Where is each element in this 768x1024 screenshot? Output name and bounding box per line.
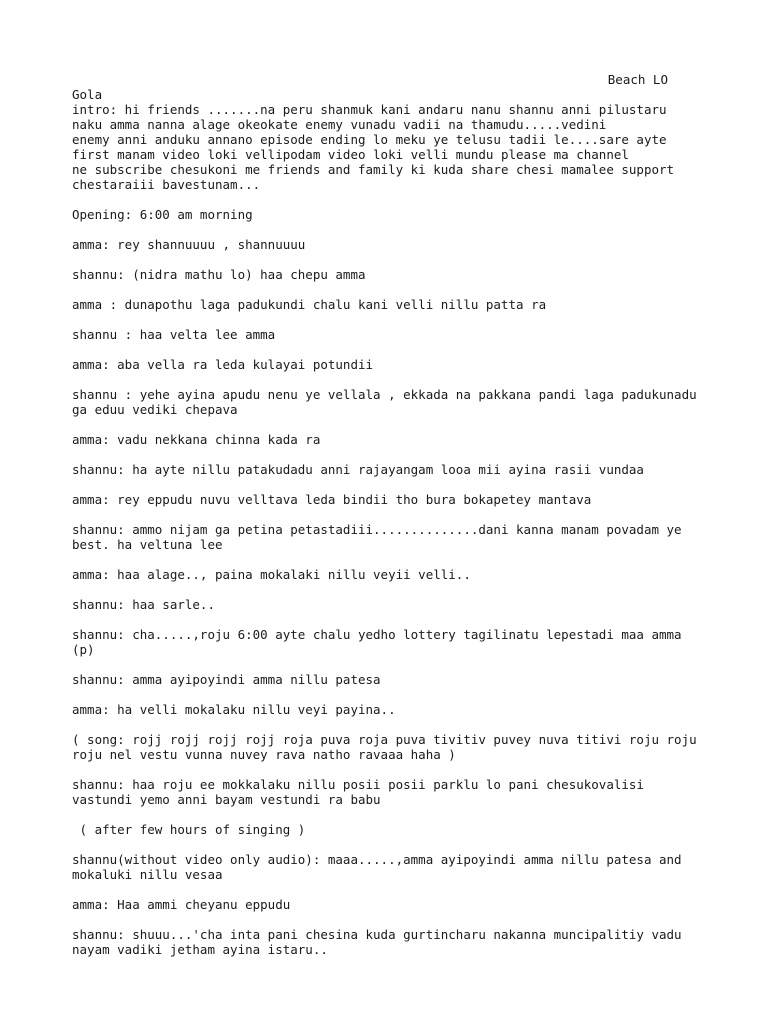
intro-block (72, 87, 712, 192)
header-line: intro: hi friends .......na peru shanmuk kani andaru nanu shannu anni pilustaru (72, 102, 667, 117)
header-line: enemy anni anduku annano episode ending lo meku ye telusu tadii le....sare ayte (72, 132, 667, 147)
paragraph: shannu: ha ayte nillu patakudadu anni rajayangam looa mii ayina rasii vundaa (72, 462, 644, 477)
paragraph: shannu: ammo nijam ga petina petastadiii..............dani kanna manam povadam ye best. ha veltuna lee (72, 522, 682, 552)
paragraph: amma: ha velli mokalaku nillu veyi payina.. (72, 702, 396, 717)
paragraph: amma: rey shannuuuu , shannuuuu (72, 237, 306, 252)
paragraph: amma: Haa ammi cheyanu eppudu (72, 897, 291, 912)
paragraph: amma : dunapothu laga padukundi chalu kani velli nillu patta ra (72, 297, 547, 312)
paragraph: ( song: rojj rojj rojj rojj roja puva roja puva tivitiv puvey nuva titivi roju roju roju nel vestu vunna nuvey rava natho ravaaa haha ) (72, 732, 697, 762)
paragraph: shannu: shuuu...'cha inta pani chesina kuda gurtincharu nakanna muncipalitiy vadu nayam vadiki jetham ayina istaru.. (72, 927, 682, 957)
paragraph: shannu: cha.....,roju 6:00 ayte chalu yedho lottery tagilinatu lepestadi maa amma (p) (72, 627, 682, 657)
dialogue-body (72, 207, 712, 957)
paragraph: Opening: 6:00 am morning (72, 207, 253, 222)
paragraph: shannu : yehe ayina apudu nenu ye vellala , ekkada na pakkana pandi laga padukunadu ga eduu vediki chepava (72, 387, 697, 417)
document-title: Beach LO (607, 72, 668, 87)
header-line: naku amma nanna alage okeokate enemy vunadu vadii na thamudu.....vedini (72, 117, 607, 132)
document-page (72, 72, 712, 972)
paragraph: amma: rey eppudu nuvu velltava leda bindii tho bura bokapetey mantava (72, 492, 592, 507)
header-line: ne subscribe chesukoni me friends and family ki kuda share chesi mamalee support (72, 162, 675, 177)
paragraph: shannu: haa roju ee mokkalaku nillu posii posii parklu lo pani chesukovalisi vastundi yemo anni bayam vestundi ra babu (72, 777, 644, 807)
paragraph: ( after few hours of singing ) (72, 822, 306, 837)
paragraph: shannu: haa sarle.. (72, 597, 215, 612)
paragraph: shannu(without video only audio): maaa.....,amma ayipoyindi amma nillu patesa and mokaluki nillu vesaa (72, 852, 682, 882)
header-line: first manam video loki vellipodam video loki velli mundu please ma channel (72, 147, 629, 162)
paragraph: shannu: (nidra mathu lo) haa chepu amma (72, 267, 366, 282)
paragraph: shannu : haa velta lee amma (72, 327, 276, 342)
paragraph: amma: haa alage.., paina mokalaki nillu veyii velli.. (72, 567, 471, 582)
header-line: Gola (72, 87, 103, 102)
header-line: chestaraiii bavestunam... (72, 177, 261, 192)
paragraph: amma: vadu nekkana chinna kada ra (72, 432, 321, 447)
paragraph: amma: aba vella ra leda kulayai potundii (72, 357, 374, 372)
paragraph: shannu: amma ayipoyindi amma nillu patesa (72, 672, 381, 687)
